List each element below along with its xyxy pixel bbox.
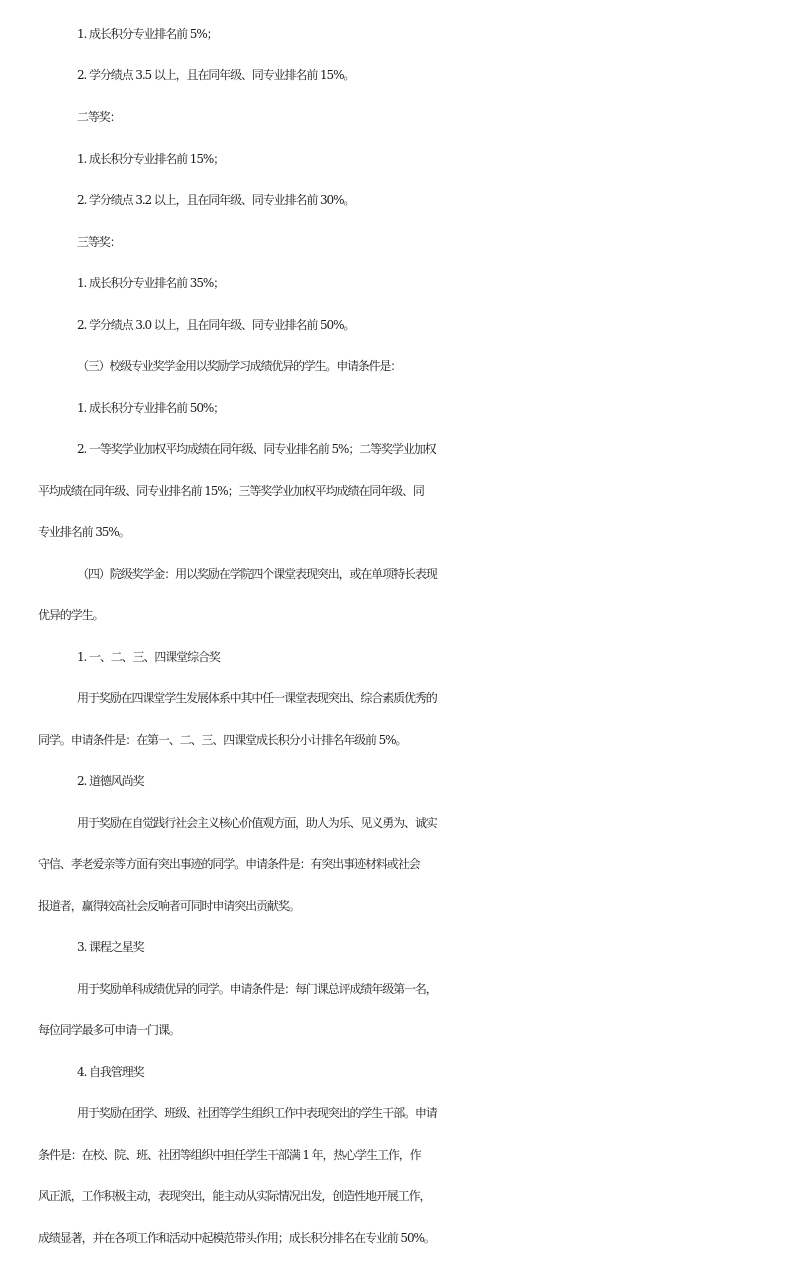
text-line: 报道者，赢得较高社会反响者可同时申请突出贡献奖。 (38, 899, 300, 913)
section-heading: 3. 课程之星奖 (77, 940, 144, 954)
text-line: （四）院级奖学金：用以奖励在学院四个课堂表现突出，或在单项特长表现 (77, 567, 437, 581)
text-line: 风正派，工作积极主动，表现突出，能主动从实际情况出发，创造性地开展工作， (38, 1189, 431, 1203)
text-line: 平均成绩在同年级、同专业排名前 15%；三等奖学业加权平均成绩在同年级、同 (38, 484, 424, 498)
text-line: 2. 学分绩点 3.5 以上，且在同年级、同专业排名前 15%。 (77, 68, 355, 82)
text-line: 同学。申请条件是：在第一、二、三、四课堂成长积分小计排名年级前 5%。 (38, 733, 407, 747)
text-line: 守信、孝老爱亲等方面有突出事迹的同学。申请条件是：有突出事迹材料或社会 (38, 857, 420, 871)
text-line: 成绩显著，并在各项工作和活动中起模范带头作用；成长积分排名在专业前 50%。 (38, 1231, 435, 1245)
section-heading: 二等奖： (77, 110, 121, 124)
section-heading: 1. 一、二、三、四课堂综合奖 (77, 650, 220, 664)
section-heading: 4. 自我管理奖 (77, 1065, 144, 1079)
section-heading: 三等奖： (77, 235, 121, 249)
text-line: 用于奖励在团学、班级、社团等学生组织工作中表现突出的学生干部。申请 (77, 1106, 437, 1120)
text-line: 1. 成长积分专业排名前 15%； (77, 152, 225, 166)
text-line: （三）校级专业奖学金用以奖励学习成绩优异的学生。申请条件是： (77, 359, 402, 373)
text-line: 2. 学分绩点 3.2 以上，且在同年级、同专业排名前 30%。 (77, 193, 355, 207)
text-line: 2. 一等奖学业加权平均成绩在同年级、同专业排名前 5%；二等奖学业加权 (77, 442, 436, 456)
text-line: 1. 成长积分专业排名前 50%； (77, 401, 225, 415)
text-line: 条件是：在校、院、班、社团等组织中担任学生干部满 1 年，热心学生工作，作 (38, 1148, 421, 1162)
text-line: 2. 学分绩点 3.0 以上，且在同年级、同专业排名前 50%。 (77, 318, 355, 332)
text-line: 用于奖励单科成绩优异的同学。申请条件是：每门课总评成绩年级第一名， (77, 982, 437, 996)
text-line: 1. 成长积分专业排名前 35%； (77, 276, 225, 290)
text-line: 用于奖励在自觉践行社会主义核心价值观方面，助人为乐、见义勇为、诚实 (77, 816, 437, 830)
text-line: 每位同学最多可申请一门课。 (38, 1023, 180, 1037)
section-heading: 2. 道德风尚奖 (77, 774, 144, 788)
text-line: 1. 成长积分专业排名前 5%； (77, 27, 218, 41)
text-line: 用于奖励在四课堂学生发展体系中其中任一课堂表现突出、综合素质优秀的 (77, 691, 437, 705)
text-line: 优异的学生。 (38, 608, 104, 622)
text-line: 专业排名前 35%。 (38, 525, 130, 539)
